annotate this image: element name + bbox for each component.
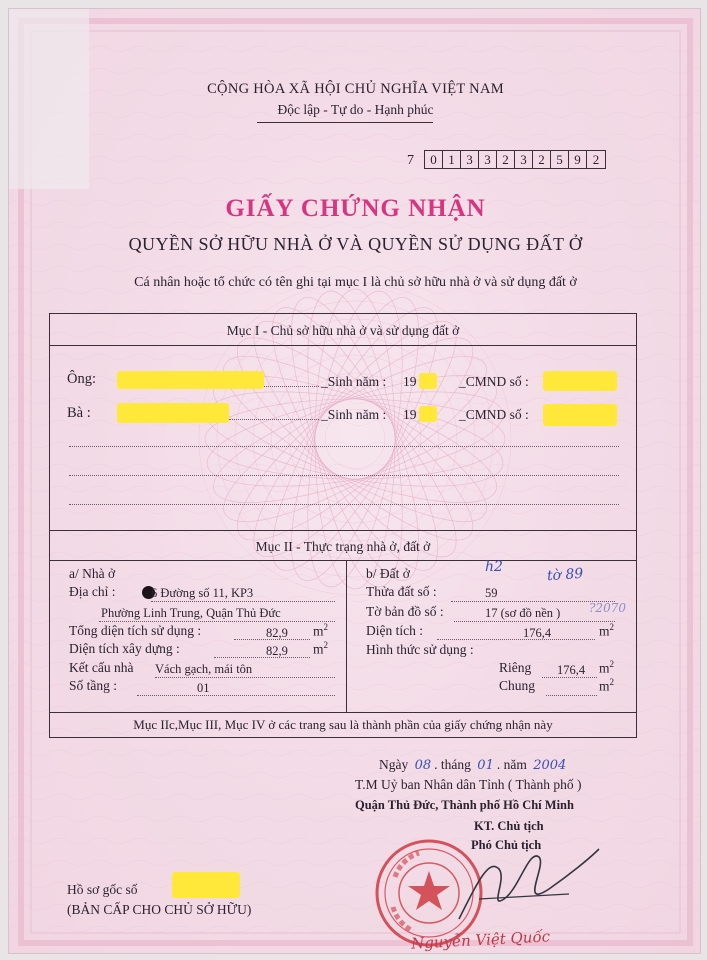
house-floors-label: Số tầng : — [69, 678, 118, 693]
section2-rule — [49, 560, 637, 561]
serial-digit: 2 — [533, 151, 551, 168]
owner2-name-redaction — [117, 403, 229, 423]
owner1-id-redaction — [543, 371, 617, 391]
original-file-label: Hồ sơ gốc số — [67, 882, 138, 897]
issue-date: Ngày 08 . tháng 01 . năm 2004 — [379, 757, 567, 773]
serial-digit: 3 — [515, 151, 533, 168]
section2-bottom-rule — [49, 712, 637, 713]
serial-digit: 3 — [479, 151, 497, 168]
issuing-district: Quận Thủ Đức, Thành phố Hồ Chí Minh — [355, 798, 574, 812]
house-build-area-unit: $m^2$ — [313, 640, 329, 657]
land-area-value: 176,4 — [523, 626, 552, 640]
land-map-dots — [454, 621, 615, 622]
land-parcel-label: Thửa đất số : — [366, 584, 437, 599]
issuing-authority: T.M Uỷ ban Nhân dân Tỉnh ( Thành phố ) — [355, 777, 582, 792]
certificate-sheet — [8, 8, 701, 954]
serial-prefix: 7 — [407, 153, 414, 168]
land-handwritten-note: h2 — [485, 559, 503, 575]
house-floors-dots — [137, 695, 335, 696]
section1-heading: Mục I - Chủ sở hữu nhà ở và sử dụng đất ở — [226, 323, 460, 338]
section1-rule — [49, 345, 637, 346]
house-build-area-label: Diện tích xây dựng : — [69, 641, 180, 656]
house-address-label: Địa chỉ : — [69, 584, 116, 599]
serial-digit: 2 — [592, 152, 600, 167]
serial-digit: 3 — [461, 151, 479, 168]
land-private-label: Riêng — [499, 660, 532, 675]
owner2-prefix: Bà : — [67, 405, 91, 421]
motto: Độc lập - Tự do - Hạnh phúc — [277, 102, 434, 117]
owner2-birth-label: _Sinh năm : — [321, 407, 387, 422]
serial-number-box — [424, 150, 606, 169]
owner2-birth-value: 19 — [403, 407, 417, 422]
certificate-subtitle: QUYỀN SỞ HỮU NHÀ Ở VÀ QUYỀN SỬ DỤNG ĐẤT Ở — [128, 234, 583, 254]
land-private-dots — [542, 677, 597, 678]
serial-digit: 0 — [425, 151, 443, 168]
land-private-value: 176,4 — [557, 663, 586, 677]
owner1-birth-value: 19 — [403, 374, 417, 389]
country-name: CỘNG HÒA XÃ HỘI CHỦ NGHĨA VIỆT NAM — [207, 81, 504, 97]
signer-role2: Phó Chủ tịch — [471, 838, 542, 852]
certificate-title: GIẤY CHỨNG NHẬN — [225, 195, 486, 222]
handwritten-signature — [449, 839, 609, 929]
land-map-label: Tờ bản đồ số : — [366, 604, 444, 619]
section-footer-note: Mục IIc,Mục III, Mục IV ở các trang sau là thành phần của giấy chứng nhận này — [133, 717, 553, 732]
land-private-unit: $m^2$ — [599, 659, 615, 676]
land-shared-dots — [546, 695, 597, 696]
owner1-birth-label: _Sinh năm : — [321, 374, 387, 389]
land-handwritten-note: ?2070 — [589, 601, 626, 615]
house-address-dots2 — [99, 621, 335, 622]
house-total-area-value: 82,9 — [266, 626, 288, 640]
owner2-id-redaction — [543, 404, 617, 426]
land-map-value: 17 (sơ đồ nền ) — [485, 606, 561, 620]
blank-line — [69, 475, 619, 476]
serial-digit: 5 — [551, 151, 569, 168]
land-label: b/ Đất ở — [366, 566, 410, 581]
owner1-name-redaction — [117, 371, 264, 389]
house-build-area-dots — [214, 657, 310, 658]
certificate-intro: Cá nhân hoặc tổ chức có tên ghi tại mục I là chủ sở hữu nhà ở và sử dụng đất ở — [134, 275, 577, 290]
house-label: a/ Nhà ở — [69, 566, 116, 581]
house-floors-value: 01 — [197, 681, 210, 695]
house-address-dots — [151, 601, 335, 602]
house-address-value2: Phường Linh Trung, Quận Thủ Đức — [101, 606, 281, 620]
owner1-id-label: _CMND số : — [459, 374, 529, 389]
motto-underline — [257, 122, 433, 123]
section2-heading: Mục II - Thực trạng nhà ở, đất ở — [255, 539, 431, 554]
house-build-area-value: 82,9 — [266, 644, 288, 658]
section2-divider — [346, 560, 347, 712]
house-address-value: 6 Đường số 11, KP3 — [151, 586, 254, 600]
owner1-name-dots — [264, 386, 319, 387]
copy-note: (BẢN CẤP CHO CHỦ SỞ HỮU) — [67, 902, 252, 917]
land-usage-label: Hình thức sử dụng : — [366, 642, 474, 657]
owner2-birth-redaction — [419, 406, 437, 422]
owner2-name-dots — [229, 419, 319, 420]
owner1-prefix: Ông: — [67, 371, 96, 387]
land-area-dots — [437, 639, 595, 640]
owner1-birth-redaction — [419, 373, 437, 389]
house-total-area-dots — [234, 639, 310, 640]
land-shared-label: Chung — [499, 678, 536, 693]
land-handwritten-note: tờ 89 — [546, 565, 584, 585]
house-structure-value: Vách gạch, mái tôn — [155, 662, 253, 676]
blank-line — [69, 446, 619, 447]
house-total-area-label: Tổng diện tích sử dụng : — [69, 623, 202, 638]
land-shared-unit: $m^2$ — [599, 677, 615, 694]
land-area-unit: $m^2$ — [599, 622, 615, 639]
signer-name: Nguyễn Việt Quốc — [410, 927, 551, 953]
house-total-area-unit: $m^2$ — [313, 622, 329, 639]
owner2-id-label: _CMND số : — [459, 407, 529, 422]
land-area-label: Diện tích : — [366, 623, 423, 638]
serial-digit: 2 — [497, 151, 515, 168]
file-number-redaction — [172, 872, 240, 898]
section2-top-rule — [49, 530, 637, 531]
signer-role: KT. Chủ tịch — [474, 819, 544, 833]
house-structure-label: Kết cấu nhà — [69, 660, 134, 675]
serial-digit: 1 — [443, 151, 461, 168]
land-parcel-value: 59 — [485, 586, 498, 600]
house-structure-dots — [155, 677, 335, 678]
blank-line — [69, 504, 619, 505]
serial-digit: 9 — [569, 151, 587, 168]
